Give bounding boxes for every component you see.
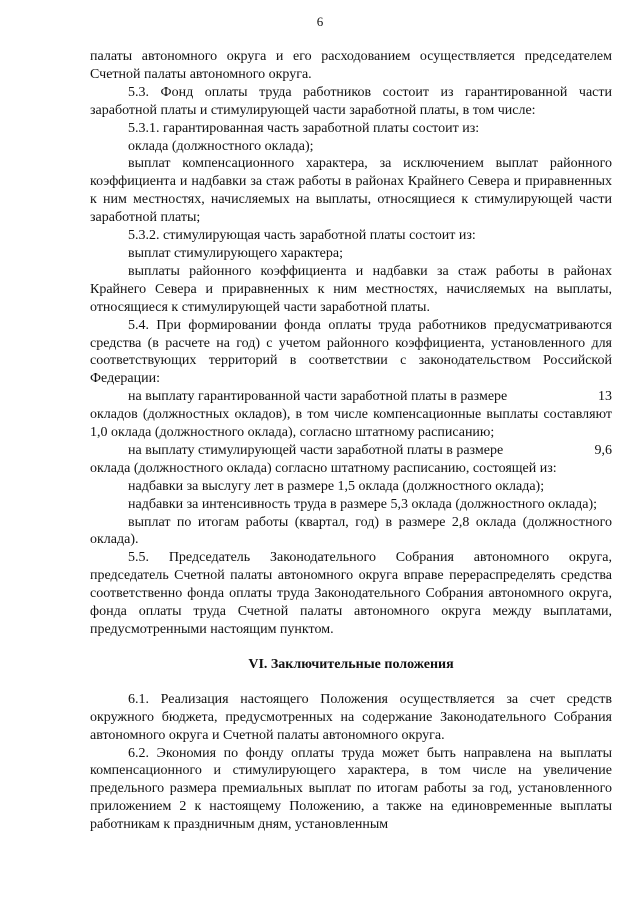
guaranteed-amount-label: на выплату гарантированной части заработной платы в размере xyxy=(128,389,508,405)
paragraph-compensation-item: выплат компенсационного характера, за исключением выплат районного коэффициента и надбавки за стаж работы в районах Крайнего Севера и приравненных к ним местностях, начисляемых на выплаты, относящиеся к стимулирующей части заработной платы; xyxy=(90,156,612,226)
guaranteed-amount-row xyxy=(90,388,612,406)
guaranteed-amount-value: 13 xyxy=(598,389,612,405)
stimulating-amount-row xyxy=(90,442,612,460)
stimulating-amount-continuation: оклада (должностного оклада) согласно штатному расписанию, состоящей из: xyxy=(90,460,557,476)
stimulating-amount-value: 9,6 xyxy=(594,442,612,458)
paragraph-5-5: 5.5. Председатель Законодательного Собрания автономного округа, председатель Счетной палаты автономного округа вправе перераспределять средства соответственно фонда оплаты труда Законодательного Собрания автономного округа, фонда оплаты труда Счетной палаты автономного округа между выплатами, предусмотренными настоящим пунктом. xyxy=(90,550,612,637)
paragraph-5-3-1: 5.3.1. гарантированная часть заработной платы состоит из: xyxy=(128,120,480,136)
paragraph-salary-item: оклада (должностного оклада); xyxy=(128,138,314,154)
paragraph-seniority-bonus: надбавки за выслугу лет в размере 1,5 оклада (должностного оклада); xyxy=(128,478,545,494)
page-number: 6 xyxy=(316,14,324,29)
paragraph-stimulating-item: выплат стимулирующего характера; xyxy=(128,245,343,261)
paragraph-continuation: палаты автономного округа и его расходованием осуществляется председателем Счетной палаты автономного округа. xyxy=(90,49,612,82)
guaranteed-amount-continuation: окладов (должностных окладов), в том числе компенсационные выплаты составляют 1,0 оклада (должностного оклада), согласно штатному расписанию; xyxy=(90,407,612,441)
paragraph-performance-payments: выплат по итогам работы (квартал, год) в размере 2,8 оклада (должностного оклада). xyxy=(90,514,612,548)
paragraph-5-3: 5.3. Фонд оплаты труда работников состоит из гарантированной части заработной платы и стимулирующей части заработной платы, в том числе: xyxy=(90,84,612,118)
stimulating-amount-label: на выплату стимулирующей части заработной платы в размере xyxy=(128,442,504,458)
paragraph-regional-coefficient-item: выплаты районного коэффициента и надбавки за стаж работы в районах Крайнего Севера и приравненных к ним местностях, начисляемых на выплаты, относящиеся к стимулирующей части заработной платы. xyxy=(90,263,612,315)
paragraph-6-2: 6.2. Экономия по фонду оплаты труда может быть направлена на выплаты компенсационного и стимулирующего характера, в том числе на увеличение предельного размера премиальных выплат по итогам работы за год, установленного приложением 2 к настоящему Положению, а также на единовременные выплаты работникам к праздничным дням, установленным xyxy=(90,745,612,833)
document-body xyxy=(90,48,612,834)
paragraph-intensity-bonus: надбавки за интенсивность труда в размере 5,3 оклада (должностного оклада); xyxy=(128,496,598,512)
paragraph-5-3-2: 5.3.2. стимулирующая часть заработной платы состоит из: xyxy=(128,228,476,244)
paragraph-5-4: 5.4. При формировании фонда оплаты труда работников предусматриваются средства (в расчете на год) с учетом районного коэффициента, установленного для соответствующих территорий в соответствии с законодательством Российской Федерации: xyxy=(90,317,612,387)
section-heading: VI. Заключительные положения xyxy=(248,656,454,672)
paragraph-6-1: 6.1. Реализация настоящего Положения осуществляется за счет средств окружного бюджета, предусмотренных на содержание Законодательного Собрания автономного округа и Счетной палаты автономного округа. xyxy=(90,691,612,743)
